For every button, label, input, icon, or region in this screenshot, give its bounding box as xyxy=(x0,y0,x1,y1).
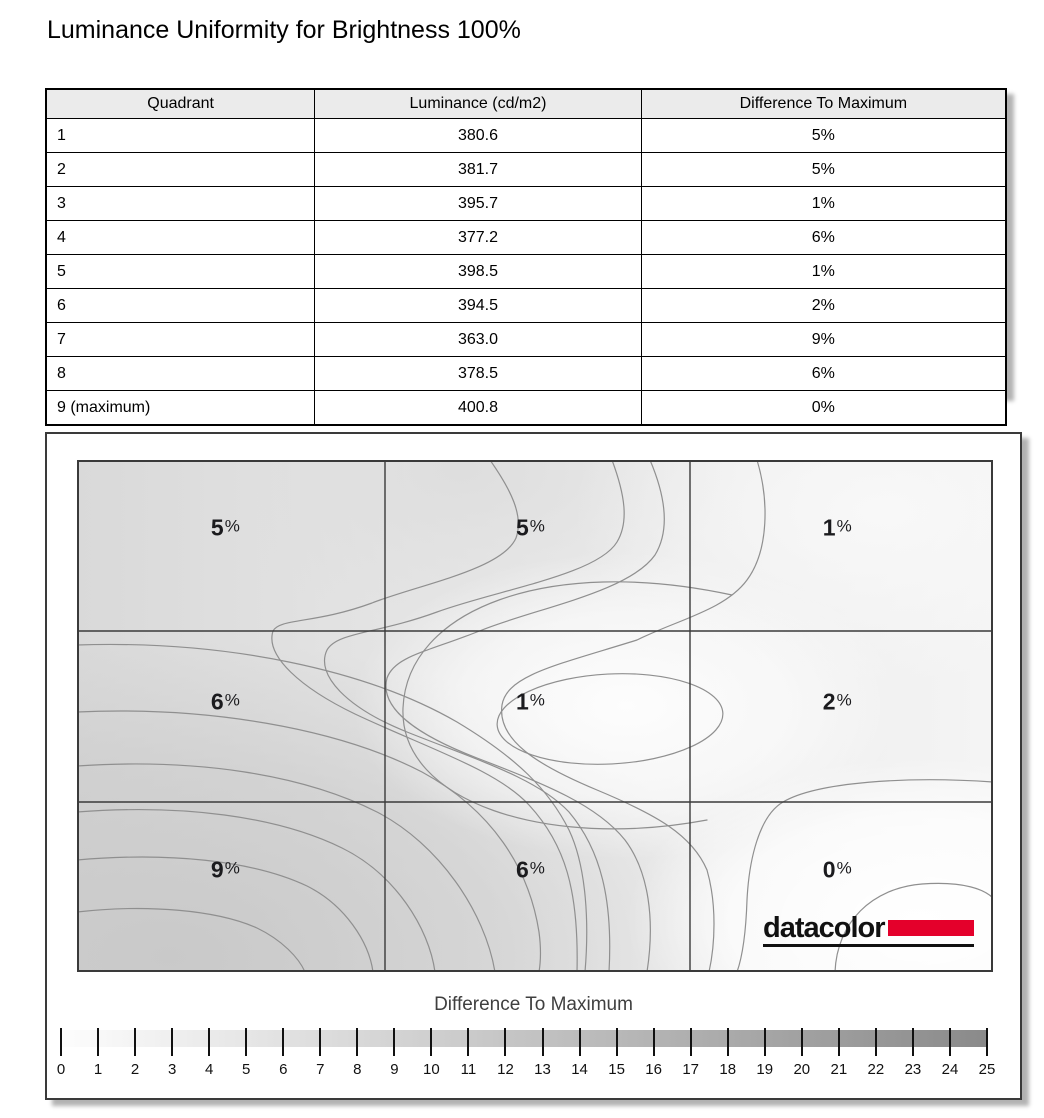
colorbar-tick-label: 15 xyxy=(608,1061,625,1078)
cell-difference: 9% xyxy=(641,323,1006,357)
colorbar-tick xyxy=(60,1028,62,1056)
contour-plot xyxy=(77,460,993,972)
percent-sign: % xyxy=(529,858,545,878)
percent-sign: % xyxy=(529,690,545,710)
quadrant-value-number: 6 xyxy=(210,688,224,715)
cell-quadrant: 4 xyxy=(46,221,315,255)
colorbar-tick xyxy=(542,1028,544,1056)
colorbar-tick-label: 1 xyxy=(93,1061,103,1078)
colorbar-tick xyxy=(393,1028,395,1056)
datacolor-logo xyxy=(763,912,974,947)
colorbar-tick xyxy=(467,1028,469,1056)
cell-quadrant: 1 xyxy=(46,119,315,153)
cell-quadrant: 6 xyxy=(46,289,315,323)
quadrant-value-label xyxy=(823,516,852,539)
table-row xyxy=(46,221,1006,255)
uniformity-table xyxy=(45,88,1007,426)
colorbar-tick xyxy=(319,1028,321,1056)
percent-sign: % xyxy=(224,858,240,878)
colorbar-tick xyxy=(579,1028,581,1056)
quadrant-value-number: 9 xyxy=(210,856,224,883)
colorbar-tick-label: 14 xyxy=(571,1061,588,1078)
colorbar-tick xyxy=(356,1028,358,1056)
colorbar-tick-label: 4 xyxy=(204,1061,214,1078)
colorbar-tick-label: 16 xyxy=(645,1061,662,1078)
quadrant-value-number: 5 xyxy=(515,514,529,541)
contour-map-panel xyxy=(45,432,1022,1100)
quadrant-value-label xyxy=(211,690,240,713)
colorbar-tick-label: 25 xyxy=(978,1061,996,1078)
colorbar-tick-label: 12 xyxy=(497,1061,514,1078)
cell-quadrant: 9 (maximum) xyxy=(46,391,315,426)
cell-quadrant: 2 xyxy=(46,153,315,187)
cell-difference: 0% xyxy=(641,391,1006,426)
colorbar-tick-label: 3 xyxy=(167,1061,177,1078)
colorbar-tick xyxy=(134,1028,136,1056)
cell-quadrant: 3 xyxy=(46,187,315,221)
cell-difference: 5% xyxy=(641,153,1006,187)
cell-difference: 6% xyxy=(641,357,1006,391)
colorbar-tick xyxy=(97,1028,99,1056)
colorbar-tick-label: 24 xyxy=(941,1061,959,1078)
colorbar-tick xyxy=(801,1028,803,1056)
percent-sign: % xyxy=(224,690,240,710)
percent-sign: % xyxy=(836,690,852,710)
quadrant-value-label xyxy=(516,858,545,881)
colorbar-tick-label: 19 xyxy=(756,1061,774,1078)
quadrant-value-number: 0 xyxy=(822,856,836,883)
datacolor-logo-text: datacolor xyxy=(763,912,885,944)
colorbar-tick xyxy=(912,1028,914,1056)
table-header-row xyxy=(46,89,1006,119)
table-row xyxy=(46,391,1006,426)
cell-luminance: 395.7 xyxy=(315,187,641,221)
percent-sign: % xyxy=(224,516,240,536)
quadrant-value-label xyxy=(211,516,240,539)
colorbar-tick-label: 21 xyxy=(830,1061,848,1078)
colorbar-tick xyxy=(282,1028,284,1056)
datacolor-logo-red-bar xyxy=(888,920,974,936)
colorbar-tick xyxy=(504,1028,506,1056)
colorbar-tick xyxy=(764,1028,766,1056)
column-header: Difference To Maximum xyxy=(641,89,1006,119)
colorbar-tick-label: 20 xyxy=(793,1061,811,1078)
quadrant-value-number: 2 xyxy=(822,688,836,715)
colorbar-tick-label: 7 xyxy=(316,1061,325,1078)
cell-quadrant: 7 xyxy=(46,323,315,357)
colorbar-tick-label: 8 xyxy=(353,1061,362,1078)
quadrant-value-label xyxy=(516,516,545,539)
colorbar-tick xyxy=(949,1028,951,1056)
percent-sign: % xyxy=(529,516,545,536)
colorbar-tick xyxy=(208,1028,210,1056)
cell-luminance: 380.6 xyxy=(315,119,641,153)
column-header: Luminance (cd/m2) xyxy=(315,89,641,119)
colorbar-tick-label: 6 xyxy=(279,1061,288,1078)
colorbar-tick-label: 11 xyxy=(460,1061,477,1078)
table-row xyxy=(46,357,1006,391)
colorbar-tick-label: 10 xyxy=(423,1061,440,1078)
colorbar-tick xyxy=(875,1028,877,1056)
cell-quadrant: 5 xyxy=(46,255,315,289)
quadrant-value-label xyxy=(823,690,852,713)
colorbar-title: Difference To Maximum xyxy=(434,994,633,1015)
quadrant-value-number: 6 xyxy=(515,856,529,883)
colorbar-tick xyxy=(690,1028,692,1056)
cell-luminance: 394.5 xyxy=(315,289,641,323)
colorbar-tick xyxy=(986,1028,988,1056)
table-row xyxy=(46,323,1006,357)
table-row xyxy=(46,289,1006,323)
percent-sign: % xyxy=(836,516,852,536)
table-row xyxy=(46,119,1006,153)
table-row xyxy=(46,187,1006,221)
quadrant-value-number: 1 xyxy=(822,514,836,541)
cell-difference: 1% xyxy=(641,187,1006,221)
colorbar-tick xyxy=(616,1028,618,1056)
percent-sign: % xyxy=(836,858,852,878)
colorbar-tick-label: 23 xyxy=(904,1061,922,1078)
cell-luminance: 400.8 xyxy=(315,391,641,426)
quadrant-value-label xyxy=(516,690,545,713)
cell-quadrant: 8 xyxy=(46,357,315,391)
colorbar-gradient xyxy=(61,1030,987,1047)
colorbar-tick-label: 22 xyxy=(867,1061,885,1078)
uniformity-table-body xyxy=(46,119,1006,426)
quadrant-value-number: 1 xyxy=(515,688,529,715)
cell-luminance: 377.2 xyxy=(315,221,641,255)
quadrant-value-label xyxy=(211,858,240,881)
cell-luminance: 398.5 xyxy=(315,255,641,289)
colorbar-tick xyxy=(653,1028,655,1056)
cell-difference: 5% xyxy=(641,119,1006,153)
colorbar-tick-label: 13 xyxy=(534,1061,551,1078)
colorbar-tick xyxy=(727,1028,729,1056)
colorbar-tick-label: 2 xyxy=(130,1061,140,1078)
column-header: Quadrant xyxy=(46,89,315,119)
cell-luminance: 381.7 xyxy=(315,153,641,187)
colorbar-tick-label: 17 xyxy=(682,1061,700,1078)
colorbar-tick xyxy=(171,1028,173,1056)
uniformity-table-panel xyxy=(45,88,1007,416)
table-row xyxy=(46,255,1006,289)
cell-luminance: 363.0 xyxy=(315,323,641,357)
colorbar xyxy=(56,1028,996,1090)
colorbar-tick-label: 0 xyxy=(56,1061,66,1078)
colorbar-tick xyxy=(838,1028,840,1056)
colorbar-tick-label: 18 xyxy=(719,1061,737,1078)
quadrant-value-number: 5 xyxy=(210,514,224,541)
page-title: Luminance Uniformity for Brightness 100% xyxy=(47,16,521,44)
cell-difference: 6% xyxy=(641,221,1006,255)
colorbar-tick-label: 9 xyxy=(390,1061,399,1078)
cell-luminance: 378.5 xyxy=(315,357,641,391)
colorbar-tick xyxy=(430,1028,432,1056)
colorbar-tick-label: 5 xyxy=(242,1061,251,1078)
quadrant-value-label xyxy=(823,858,852,881)
cell-difference: 2% xyxy=(641,289,1006,323)
colorbar-tick xyxy=(245,1028,247,1056)
cell-difference: 1% xyxy=(641,255,1006,289)
table-row xyxy=(46,153,1006,187)
